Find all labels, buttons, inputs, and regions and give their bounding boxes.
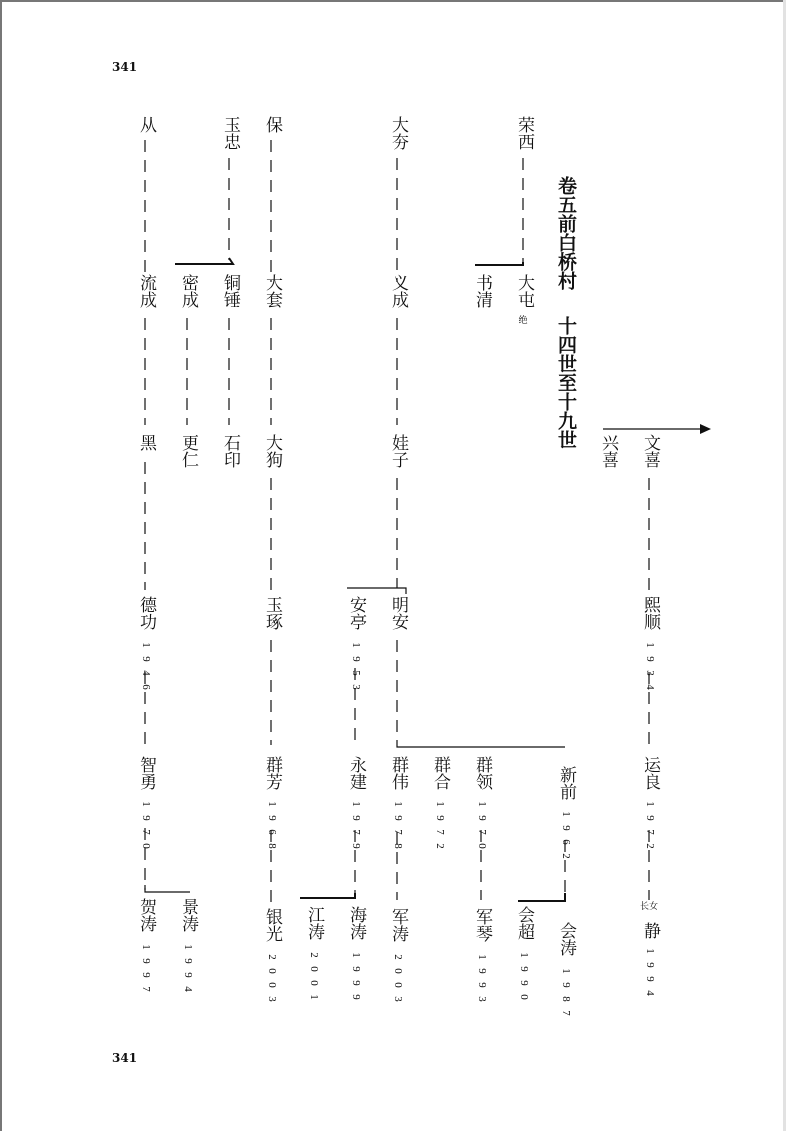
name-datao: 大套 bbox=[262, 274, 282, 308]
year-hetao bbox=[139, 940, 153, 996]
year-digit: 9 bbox=[644, 962, 656, 968]
name-bao: 保 bbox=[262, 116, 282, 133]
name-jiangtao: 江涛 bbox=[304, 906, 324, 940]
name-yongjian: 永建 bbox=[346, 756, 366, 790]
year-digit: 1 bbox=[644, 801, 656, 807]
year-yunliang bbox=[643, 797, 657, 853]
year-digit: 6 bbox=[266, 829, 278, 835]
name-qunfang: 群芳 bbox=[262, 756, 282, 790]
year-digit: 1 bbox=[182, 944, 194, 950]
year-jing bbox=[643, 944, 657, 1000]
year-xinqian bbox=[559, 807, 573, 863]
name-yicheng: 义成 bbox=[388, 274, 408, 308]
year-digit: 7 bbox=[350, 829, 362, 835]
year-digit: 3 bbox=[266, 996, 278, 1002]
year-digit: 1 bbox=[518, 952, 530, 958]
name-juntao: 军涛 bbox=[388, 908, 408, 942]
year-jingtao bbox=[181, 940, 195, 996]
name-huichao: 会超 bbox=[514, 906, 534, 940]
year-digit: 9 bbox=[350, 843, 362, 849]
year-digit: 9 bbox=[140, 815, 152, 821]
year-digit: 1 bbox=[392, 801, 404, 807]
year-digit: 9 bbox=[182, 958, 194, 964]
year-digit: 0 bbox=[266, 968, 278, 974]
year-digit: 7 bbox=[434, 829, 446, 835]
label-eldest-daughter: 长女 bbox=[639, 902, 658, 912]
year-digit: 9 bbox=[476, 968, 488, 974]
year-digit: 4 bbox=[182, 986, 194, 992]
year-yinguang bbox=[265, 950, 279, 1006]
year-digit: 2 bbox=[560, 853, 572, 859]
year-qunling bbox=[475, 797, 489, 853]
name-yunliang: 运良 bbox=[640, 756, 660, 790]
year-digit: 9 bbox=[140, 972, 152, 978]
name-qunhe: 群合 bbox=[430, 756, 450, 790]
year-digit: 9 bbox=[392, 815, 404, 821]
name-wazi: 娃子 bbox=[388, 434, 408, 468]
name-degong: 德功 bbox=[136, 596, 156, 630]
year-digit: 7 bbox=[392, 829, 404, 835]
year-digit: 2 bbox=[266, 954, 278, 960]
year-digit: 7 bbox=[140, 829, 152, 835]
year-digit: 9 bbox=[140, 656, 152, 662]
name-dakua: 大夯 bbox=[388, 116, 408, 150]
year-jiangtao bbox=[307, 948, 321, 1004]
year-qunwei bbox=[391, 797, 405, 853]
year-qunhe bbox=[433, 797, 447, 853]
year-digit: 1 bbox=[476, 801, 488, 807]
name-xishun: 熙顺 bbox=[640, 596, 660, 630]
year-degong bbox=[139, 638, 153, 694]
name-shuqing: 书清 bbox=[472, 274, 492, 308]
year-digit: 0 bbox=[308, 980, 320, 986]
year-digit: 1 bbox=[560, 968, 572, 974]
year-zhiyong bbox=[139, 797, 153, 853]
year-digit: 0 bbox=[392, 968, 404, 974]
name-dagou: 大狗 bbox=[262, 434, 282, 468]
year-yongjian bbox=[349, 797, 363, 853]
name-rongxi: 荣西 bbox=[514, 116, 534, 150]
year-digit: 1 bbox=[140, 642, 152, 648]
year-junqin bbox=[475, 950, 489, 1006]
title-village: 卷五前白桥村 bbox=[555, 176, 577, 290]
name-dadun: 大屯 bbox=[514, 274, 534, 308]
name-huitao: 会涛 bbox=[556, 922, 576, 956]
year-digit: 0 bbox=[392, 982, 404, 988]
year-digit: 1 bbox=[644, 642, 656, 648]
name-yuzhong: 玉忠 bbox=[220, 116, 240, 150]
year-digit: 7 bbox=[644, 829, 656, 835]
year-digit: 9 bbox=[350, 994, 362, 1000]
year-digit: 1 bbox=[350, 801, 362, 807]
year-juntao bbox=[391, 950, 405, 1006]
year-digit: 9 bbox=[560, 825, 572, 831]
year-digit: 9 bbox=[434, 815, 446, 821]
name-liucheng: 流成 bbox=[136, 274, 156, 308]
name-junqin: 军琴 bbox=[472, 908, 492, 942]
year-digit: 0 bbox=[308, 966, 320, 972]
page-number-bottom: 341 bbox=[112, 1051, 138, 1065]
name-mingan: 明安 bbox=[388, 596, 408, 630]
year-digit: 0 bbox=[518, 994, 530, 1000]
name-yinguang: 银光 bbox=[262, 908, 282, 942]
name-haitao: 海涛 bbox=[346, 906, 366, 940]
year-digit: 8 bbox=[560, 996, 572, 1002]
year-digit: 4 bbox=[140, 670, 152, 676]
year-digit: 7 bbox=[476, 829, 488, 835]
year-digit: 6 bbox=[140, 684, 152, 690]
year-digit: 9 bbox=[476, 982, 488, 988]
year-digit: 1 bbox=[140, 801, 152, 807]
year-digit: 1 bbox=[140, 944, 152, 950]
year-digit: 1 bbox=[350, 952, 362, 958]
page-number-top: 341 bbox=[112, 60, 138, 74]
year-digit: 9 bbox=[140, 958, 152, 964]
year-digit: 9 bbox=[518, 966, 530, 972]
name-hetao: 贺涛 bbox=[136, 898, 156, 932]
year-digit: 1 bbox=[350, 642, 362, 648]
year-digit: 9 bbox=[518, 980, 530, 986]
year-digit: 2 bbox=[644, 843, 656, 849]
year-digit: 3 bbox=[392, 996, 404, 1002]
year-digit: 9 bbox=[644, 815, 656, 821]
year-digit: 8 bbox=[392, 843, 404, 849]
year-digit: 9 bbox=[560, 982, 572, 988]
year-digit: 1 bbox=[266, 801, 278, 807]
name-xingxi: 兴喜 bbox=[598, 434, 618, 468]
year-digit: 3 bbox=[350, 684, 362, 690]
year-xishun bbox=[643, 638, 657, 694]
name-wenxi: 文喜 bbox=[640, 434, 660, 468]
page-title bbox=[555, 176, 581, 449]
year-digit: 2 bbox=[308, 952, 320, 958]
name-micheng: 密成 bbox=[178, 274, 198, 308]
year-huitao bbox=[559, 964, 573, 1020]
year-huichao bbox=[517, 948, 531, 1004]
year-haitao bbox=[349, 948, 363, 1004]
year-digit: 9 bbox=[350, 980, 362, 986]
title-generations: 十四世至十九世 bbox=[555, 316, 577, 449]
name-jing: 静 bbox=[640, 922, 660, 939]
year-anting bbox=[349, 638, 363, 694]
year-digit: 9 bbox=[350, 815, 362, 821]
label-extinct: 绝 bbox=[518, 316, 528, 326]
name-jingtao: 景涛 bbox=[178, 898, 198, 932]
year-digit: 0 bbox=[266, 982, 278, 988]
year-digit: 9 bbox=[266, 815, 278, 821]
year-digit: 1 bbox=[644, 948, 656, 954]
name-qunwei: 群伟 bbox=[388, 756, 408, 790]
year-digit: 1 bbox=[560, 811, 572, 817]
name-anting: 安亭 bbox=[346, 596, 366, 630]
year-digit: 4 bbox=[644, 684, 656, 690]
name-shiyin: 石印 bbox=[220, 434, 240, 468]
name-zhiyong: 智勇 bbox=[136, 756, 156, 790]
name-gengren: 更仁 bbox=[178, 434, 198, 468]
year-digit: 9 bbox=[350, 966, 362, 972]
year-digit: 2 bbox=[392, 954, 404, 960]
year-digit: 1 bbox=[434, 801, 446, 807]
year-digit: 9 bbox=[644, 656, 656, 662]
year-digit: 3 bbox=[476, 996, 488, 1002]
name-yuzhuo: 玉琢 bbox=[262, 596, 282, 630]
year-digit: 1 bbox=[476, 954, 488, 960]
year-digit: 9 bbox=[476, 815, 488, 821]
year-qunfang bbox=[265, 797, 279, 853]
year-digit: 8 bbox=[266, 843, 278, 849]
year-digit: 0 bbox=[476, 843, 488, 849]
year-digit: 2 bbox=[434, 843, 446, 849]
year-digit: 9 bbox=[350, 656, 362, 662]
name-qunling: 群领 bbox=[472, 756, 492, 790]
year-digit: 9 bbox=[644, 976, 656, 982]
name-tongchui: 铜锤 bbox=[220, 274, 240, 308]
year-digit: 1 bbox=[308, 994, 320, 1000]
name-hei: 黑 bbox=[136, 434, 156, 451]
year-digit: 7 bbox=[140, 986, 152, 992]
year-digit: 6 bbox=[560, 839, 572, 845]
year-digit: 7 bbox=[560, 1010, 572, 1016]
name-xinqian: 新前 bbox=[556, 766, 576, 800]
year-digit: 5 bbox=[350, 670, 362, 676]
year-digit: 3 bbox=[644, 670, 656, 676]
year-digit: 4 bbox=[644, 990, 656, 996]
year-digit: 0 bbox=[140, 843, 152, 849]
year-digit: 9 bbox=[182, 972, 194, 978]
name-cong: 从 bbox=[136, 116, 156, 133]
